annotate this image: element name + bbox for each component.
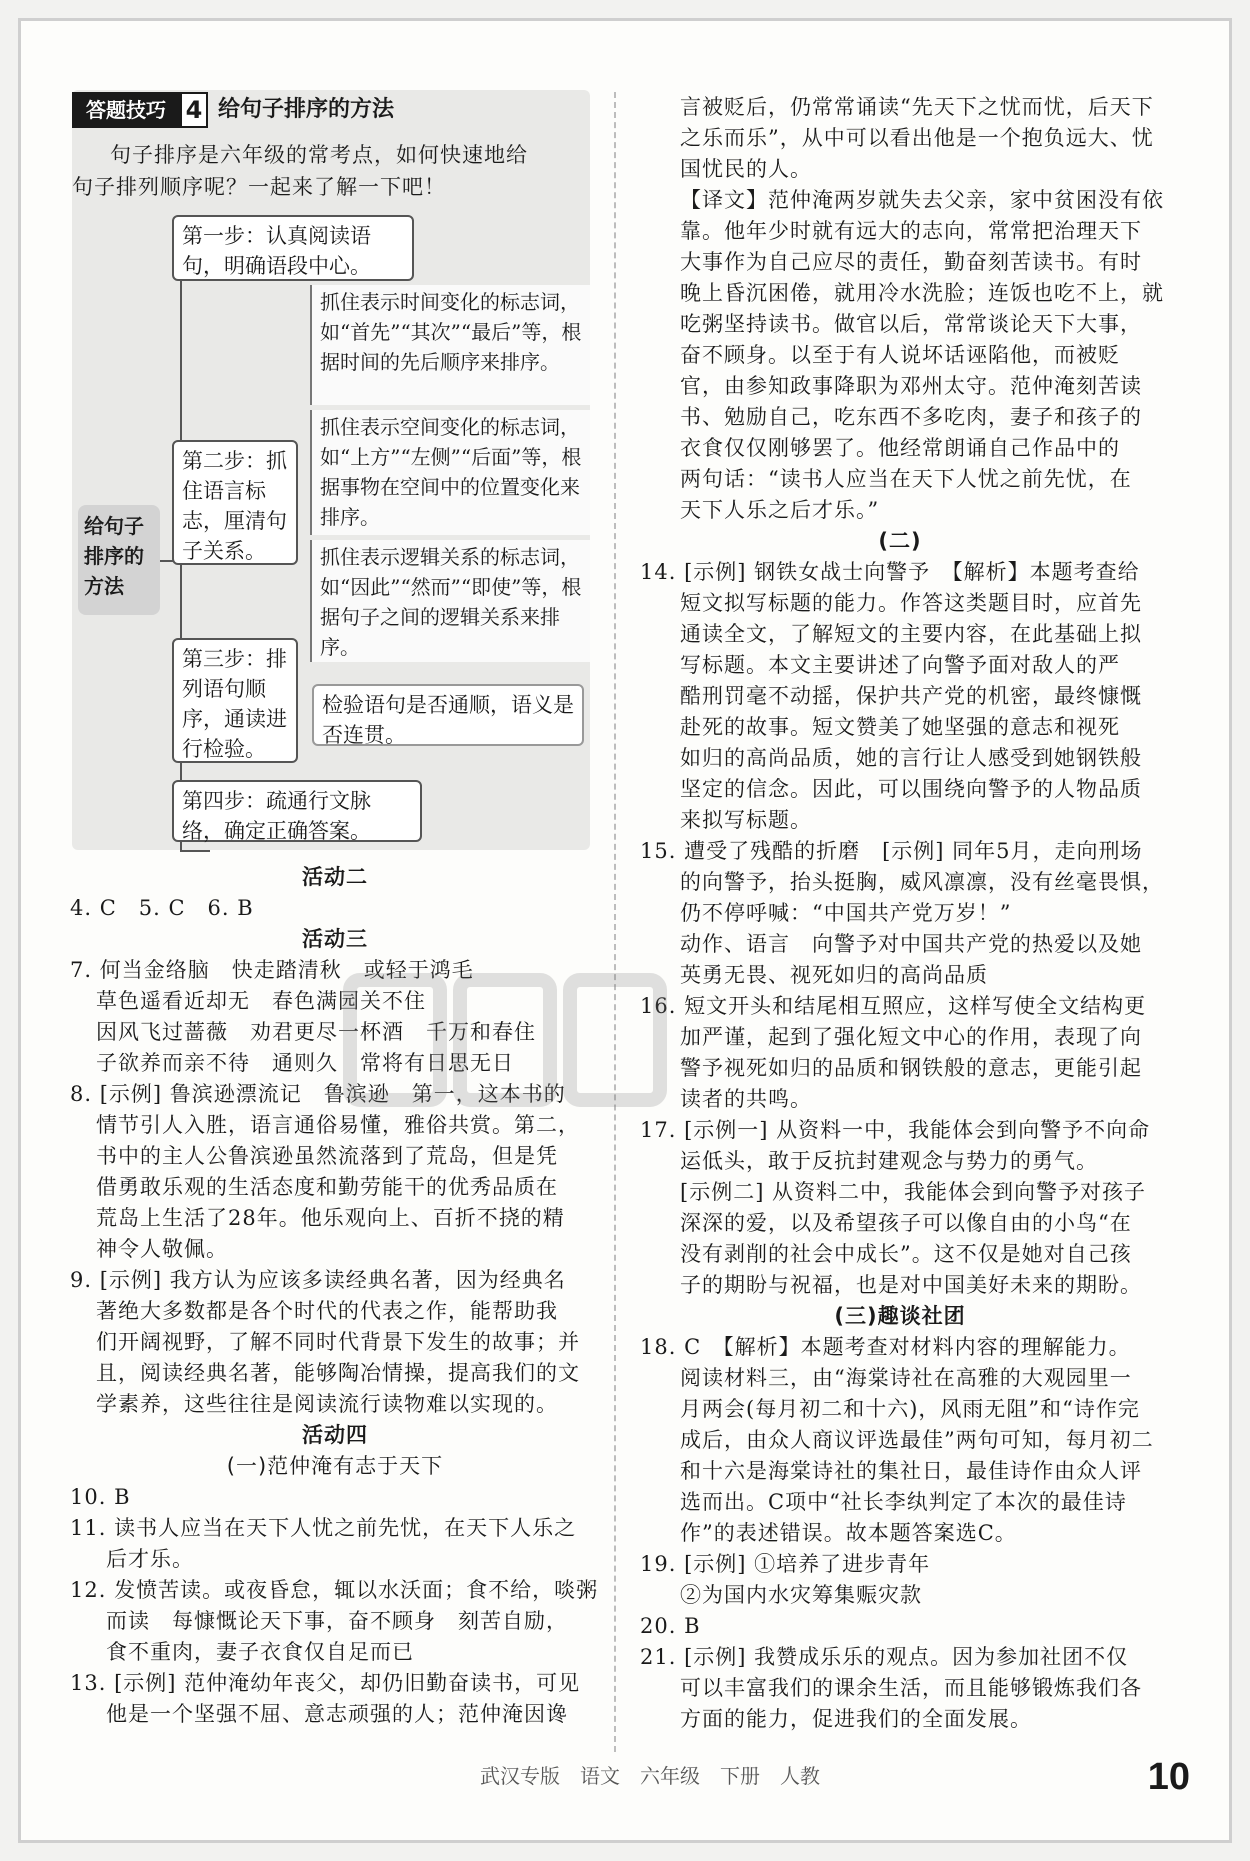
q14-line5: 酷刑罚毫不动摇，保护共产党的机密，最终慷慨	[680, 684, 1142, 708]
connector-step4	[180, 850, 210, 852]
section-act2: 活动二	[302, 865, 368, 889]
q15-line3: 仍不停呼喊：“中国共产党万岁！”	[680, 901, 1012, 925]
q8-line2: 情节引人入胜，语言通俗易懂，雅俗共赏。第二，	[96, 1113, 580, 1137]
q13-cont-1: 言被贬后，仍常常诵读“先天下之忧而忧，后天下	[680, 95, 1154, 119]
translation-7: 官，由参知政事降职为邓州太守。范仲淹刻苦读	[680, 374, 1142, 398]
q13-line2: 他是一个坚强不屈、意志顽强的人；范仲淹因谗	[106, 1702, 568, 1726]
q11-line1: 11. 读书人应当在天下人忧之前先忧，在天下人乐之	[70, 1516, 577, 1540]
q18-line1: 18. C 【解析】本题考查对材料内容的理解能力。	[640, 1335, 1131, 1359]
translation-1: 【译文】范仲淹两岁就失去父亲，家中贫困没有依	[680, 188, 1164, 212]
q15-line2: 的向警予，抬头挺胸，威风凛凛，没有丝毫畏惧，	[680, 870, 1164, 894]
q14-line9: 来拟写标题。	[680, 808, 812, 832]
translation-6: 奋不顾身。以至于有人说坏话诬陷他，而被贬	[680, 343, 1120, 367]
translation-3: 大事作为自己应尽的责任，勤奋刻苦读书。有时	[680, 250, 1142, 274]
q9-line4: 且，阅读经典名著，能够陶冶情操，提高我们的文	[96, 1361, 580, 1385]
step2-space-box: 抓住表示空间变化的标志词，如“上方”“左侧”“后面”等，根据事物在空间中的位置变化来排序。	[310, 410, 590, 535]
translation-10: 两句话：“读书人应当在天下人忧之前先忧，在	[680, 467, 1132, 491]
q21-line1: 21. [示例] 我赞成乐乐的观点。因为参加社团不仅	[640, 1645, 1129, 1669]
q14-line4: 写标题。本文主要讲述了向警予面对敌人的严	[680, 653, 1120, 677]
tip-intro-1: 句子排序是六年级的常考点，如何快速地给	[110, 143, 528, 167]
section-act3: 活动三	[302, 927, 368, 951]
q17-line3: [示例二] 从资料二中，我能体会到向警予对孩子	[680, 1180, 1147, 1204]
q13-cont-2: 之乐而乐”，从中可以看出他是一个抱负远大、忧	[680, 126, 1154, 150]
q15-line4: 动作、语言 向警予对中国共产党的热爱以及她	[680, 932, 1142, 956]
translation-4: 晚上昏沉困倦，就用冷水洗脸；连饭也吃不上，就	[680, 281, 1164, 305]
mindmap-root: 给句子排序的方法	[78, 505, 160, 615]
subsection-1: (一)范仲淹有志于天下	[226, 1454, 444, 1478]
q18-line4: 成后，由众人商议评选最佳”两句可知，每月初二	[680, 1428, 1154, 1452]
step3-box: 第三步：排列语句顺序，通读进行检验。	[172, 638, 298, 763]
q14-line8: 坚定的信念。因此，可以围绕向警予的人物品质	[680, 777, 1142, 801]
q16-line2: 加严谨，起到了强化短文中心的作用，表现了向	[680, 1025, 1142, 1049]
q21-line3: 方面的能力，促进我们的全面发展。	[680, 1707, 1032, 1731]
watermark-mid-shape	[340, 960, 760, 1120]
step3-check-box: 检验语句是否通顺，语义是否连贯。	[312, 684, 584, 746]
q18-line7: 作”的表述错误。故本题答案选C。	[680, 1521, 1017, 1545]
subsection-2: (二)	[878, 529, 922, 553]
q8-line6: 神令人敬佩。	[96, 1237, 228, 1261]
q17-line2: 运低头，敢于反抗封建观念与势力的勇气。	[680, 1149, 1098, 1173]
step2-logic-box: 抓住表示逻辑关系的标志词，如“因此”“然而”“即使”等，根据句子之间的逻辑关系来排序。	[310, 540, 590, 662]
q7-line3: 因风飞过蔷薇 劝君更尽一杯酒 千万和春住	[96, 1020, 536, 1044]
page-number: 10	[1147, 1756, 1190, 1798]
tip-number: 4	[180, 92, 208, 128]
q14-line6: 赴死的故事。短文赞美了她坚强的意志和视死	[680, 715, 1120, 739]
step4-box: 第四步：疏通行文脉络，确定正确答案。	[172, 780, 422, 842]
answers-4-6: 4. C 5. C 6. B	[70, 896, 254, 920]
q7-line1: 7. 何当金络脑 快走踏清秋 或轻于鸿毛	[70, 958, 474, 982]
q18-line5: 和十六是海棠诗社的集社日，最佳诗作由众人评	[680, 1459, 1142, 1483]
q12-line1: 12. 发愤苦读。或夜昏怠，辄以水沃面；食不给，啖粥	[70, 1578, 599, 1602]
q11-line2: 后才乐。	[106, 1547, 194, 1571]
translation-9: 衣食仅仅刚够罢了。他经常朗诵自己作品中的	[680, 436, 1120, 460]
q18-line3: 月两会(每月初二和十六)，风雨无阻”和“诗作完	[680, 1397, 1140, 1421]
q14-line7: 如归的高尚品质，她的言行让人感受到她钢铁般	[680, 746, 1142, 770]
q14-line2: 短文拟写标题的能力。作答这类题目时，应首先	[680, 591, 1142, 615]
q8-line1: 8. [示例] 鲁滨逊漂流记 鲁滨逊 第一，这本书的	[70, 1082, 566, 1106]
q8-line5: 荒岛上生活了28年。他乐观向上、百折不挠的精	[96, 1206, 565, 1230]
q12-line2: 而读 每慷慨论天下事，奋不顾身 刻苦自励，	[106, 1609, 568, 1633]
q14-line1: 14. [示例] 钢铁女战士向警予 【解析】本题考查给	[640, 560, 1140, 584]
tip-label: 答题技巧	[72, 92, 180, 128]
q18-line2: 阅读材料三，由“海棠诗社在高雅的大观园里一	[680, 1366, 1132, 1390]
q16-line3: 警予视死如归的品质和钢铁般的意志，更能引起	[680, 1056, 1142, 1080]
q17-line6: 子的期盼与祝福，也是对中国美好未来的期盼。	[680, 1273, 1142, 1297]
translation-11: 天下人乐之后才乐。”	[680, 498, 880, 522]
q13-line1: 13. [示例] 范仲淹幼年丧父，却仍旧勤奋读书，可见	[70, 1671, 581, 1695]
watermark-mid	[340, 960, 760, 1149]
q14-line3: 通读全文，了解短文的主要内容，在此基础上拟	[680, 622, 1142, 646]
q9-line2: 著绝大多数都是各个时代的代表之作，能帮助我	[96, 1299, 558, 1323]
step2-box: 第二步：抓住语言标志，厘清句子关系。	[172, 440, 298, 565]
q19-line2: ②为国内水灾筹集赈灾款	[680, 1583, 922, 1607]
q7-line2: 草色遥看近却无 春色满园关不住	[96, 989, 426, 1013]
translation-5: 吃粥坚持读书。做官以后，常常谈论天下大事，	[680, 312, 1142, 336]
q21-line2: 可以丰富我们的课余生活，而且能够锻炼我们各	[680, 1676, 1142, 1700]
q12-line3: 食不重肉，妻子衣食仅自足而已	[106, 1640, 414, 1664]
q9-line1: 9. [示例] 我方认为应该多读经典名著，因为经典名	[70, 1268, 566, 1292]
tip-intro-2: 句子排列顺序呢？一起来了解一下吧！	[72, 175, 446, 199]
q17-line4: 深深的爱，以及希望孩子可以像自由的小鸟“在	[680, 1211, 1132, 1235]
tip-heading: 给句子排序的方法	[218, 97, 395, 122]
q7-line4: 子欲养而亲不待 通则久 常将有日思无日	[96, 1051, 514, 1075]
footer-text: 武汉专版 语文 六年级 下册 人教	[480, 1764, 820, 1788]
step1-box: 第一步：认真阅读语句，明确语段中心。	[172, 215, 414, 281]
translation-8: 书、勉励自己，吃东西不多吃肉，妻子和孩子的	[680, 405, 1142, 429]
column-divider	[614, 92, 616, 1752]
section-act4: 活动四	[302, 1423, 368, 1447]
q17-line5: 没有剥削的社会中成长”。这不仅是她对自己孩	[680, 1242, 1132, 1266]
step2-time-box: 抓住表示时间变化的标志词，如“首先”“其次”“最后”等，根据时间的先后顺序来排序。	[310, 285, 590, 405]
q10: 10. B	[70, 1485, 131, 1509]
q9-line3: 们开阔视野，了解不同时代背景下发生的故事；并	[96, 1330, 580, 1354]
q15-line5: 英勇无畏、视死如归的高尚品质	[680, 963, 988, 987]
q16-line1: 16. 短文开头和结尾相互照应，这样写使全文结构更	[640, 994, 1147, 1018]
q19-line1: 19. [示例] ①培养了进步青年	[640, 1552, 931, 1576]
q15-line1: 15. 遭受了残酷的折磨 [示例] 同年5月，走向刑场	[640, 839, 1143, 863]
translation-2: 靠。他年少时就有远大的志向，常常把治理天下	[680, 219, 1142, 243]
q9-line5: 学素养，这些往往是阅读流行读物难以实现的。	[96, 1392, 558, 1416]
q18-line6: 选而出。C项中“社长李纨判定了本次的最佳诗	[680, 1490, 1127, 1514]
q16-line4: 读者的共鸣。	[680, 1087, 812, 1111]
q8-line3: 书中的主人公鲁滨逊虽然流落到了荒岛，但是凭	[96, 1144, 558, 1168]
q8-line4: 借勇敢乐观的生活态度和勤劳能干的优秀品质在	[96, 1175, 558, 1199]
subsection-3: (三)趣谈社团	[834, 1304, 966, 1328]
q20: 20. B	[640, 1614, 701, 1638]
q13-cont-3: 国忧民的人。	[680, 157, 812, 181]
q17-line1: 17. [示例一] 从资料一中，我能体会到向警予不向命	[640, 1118, 1151, 1142]
